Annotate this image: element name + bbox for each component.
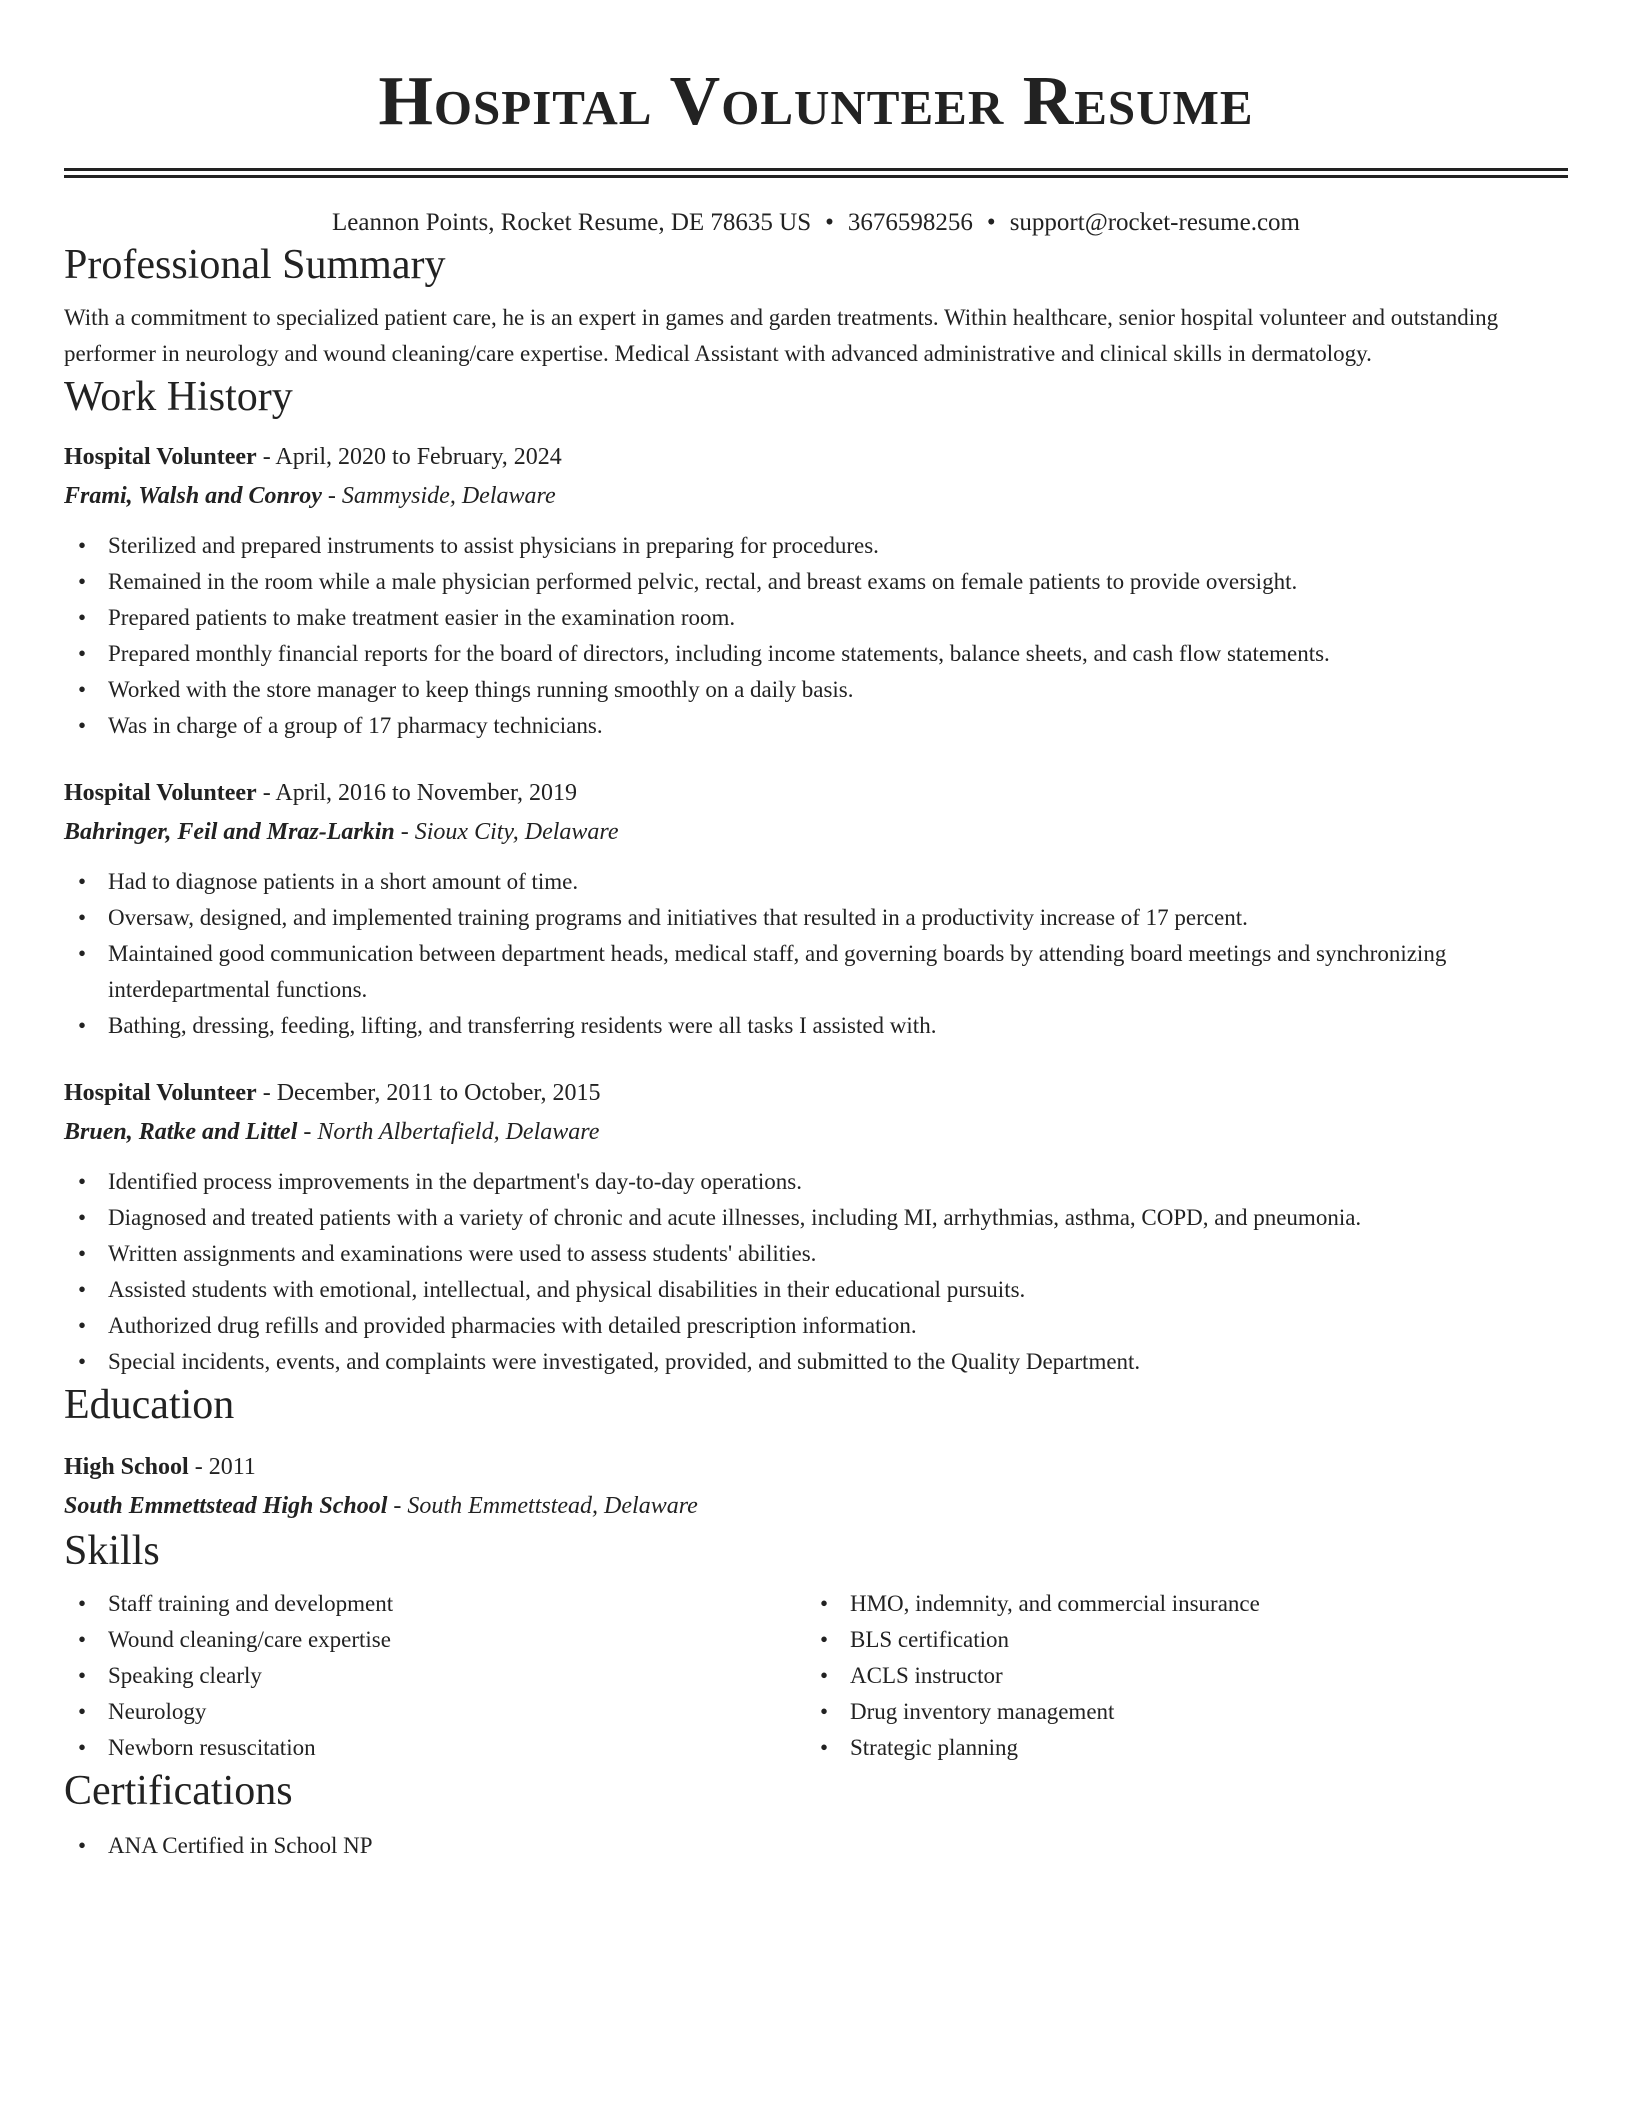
job-bullet: • Maintained good communication between department heads, medical staff, and governing boards by attending board meetings and synchronizing interdepartmental functions.	[64, 936, 1568, 1008]
job-bullet-list	[64, 1164, 1568, 1380]
section-heading-work-history: Work History	[64, 374, 293, 420]
job-bullet: • Prepared monthly financial reports for the board of directors, including income statements, balance sheets, and cash flow statements.	[64, 636, 1568, 672]
job-bullet: • Written assignments and examinations were used to assess students' abilities.	[64, 1236, 1568, 1272]
education-year: - 2011	[188, 1454, 256, 1480]
skill-item: • Newborn resuscitation	[64, 1730, 806, 1766]
skills-list-left	[64, 1586, 806, 1766]
job-bullet: • Had to diagnose patients in a short amount of time.	[64, 864, 1568, 900]
job-bullet: • Oversaw, designed, and implemented training programs and initiatives that resulted in a productivity increase of 17 percent.	[64, 900, 1568, 936]
job-title-line	[64, 438, 1568, 476]
skill-item: • Strategic planning	[806, 1730, 1548, 1766]
job-company: Bruen, Ratke and Littel	[64, 1119, 298, 1145]
page-title: Hospital Volunteer Resume	[378, 63, 1254, 140]
summary-text: With a commitment to specialized patient care, he is an expert in games and garden treatments. Within healthcare, senior hospital volunteer and outstanding performer in neurology and wound cleaning/care expertise. Medical Assistant with advanced administrative and clinical skills in dermatology.	[64, 305, 1499, 366]
skill-item: • Staff training and development	[64, 1586, 806, 1622]
job-title: Hospital Volunteer	[64, 444, 257, 470]
job-company-line	[64, 812, 1568, 852]
job-title-line	[64, 1074, 1568, 1112]
contact-email: support@rocket-resume.com	[1009, 209, 1300, 236]
skill-item: • ACLS instructor	[806, 1658, 1548, 1694]
skill-item: • BLS certification	[806, 1622, 1548, 1658]
skills-list-right	[806, 1586, 1548, 1766]
job-bullet: • Remained in the room while a male physician performed pelvic, rectal, and breast exams on female patients to provide oversight.	[64, 564, 1568, 600]
job-bullet: • Bathing, dressing, feeding, lifting, and transferring residents were all tasks I assisted with.	[64, 1008, 1568, 1044]
job-company: Frami, Walsh and Conroy	[64, 483, 322, 509]
job-bullet-list	[64, 864, 1568, 1044]
job-company-line	[64, 476, 1568, 516]
job-entry	[64, 438, 1568, 744]
section-heading-skills: Skills	[64, 1528, 160, 1574]
skills-columns	[64, 1586, 1568, 1766]
education-degree-line	[64, 1448, 1568, 1486]
resume-content	[64, 0, 1568, 1864]
job-dates: - April, 2016 to November, 2019	[256, 780, 578, 806]
job-location: - Sammyside, Delaware	[321, 483, 556, 509]
job-bullet: • Was in charge of a group of 17 pharmacy technicians.	[64, 708, 1568, 744]
job-title: Hospital Volunteer	[64, 1080, 257, 1106]
section-heading-education: Education	[64, 1382, 235, 1428]
contact-phone: 3676598256	[847, 209, 973, 236]
job-bullet: • Sterilized and prepared instruments to assist physicians in preparing for procedures.	[64, 528, 1568, 564]
skill-item: • Drug inventory management	[806, 1694, 1548, 1730]
certification-item: • ANA Certified in School NP	[64, 1828, 1568, 1864]
section-heading-summary: Professional Summary	[64, 242, 446, 288]
job-title: Hospital Volunteer	[64, 780, 257, 806]
contact-line	[64, 206, 1568, 240]
education-location: - South Emmettstead, Delaware	[387, 1493, 698, 1519]
job-company: Bahringer, Feil and Mraz-Larkin	[64, 819, 395, 845]
job-bullet: • Authorized drug refills and provided pharmacies with detailed prescription information.	[64, 1308, 1568, 1344]
job-bullet-list	[64, 528, 1568, 744]
certifications-list	[64, 1828, 1568, 1864]
job-bullet: • Special incidents, events, and complaints were investigated, provided, and submitted to the Quality Department.	[64, 1344, 1568, 1380]
contact-separator: •	[986, 209, 996, 236]
job-bullet: • Assisted students with emotional, intellectual, and physical disabilities in their educational pursuits.	[64, 1272, 1568, 1308]
job-bullet: • Diagnosed and treated patients with a variety of chronic and acute illnesses, including MI, arrhythmias, asthma, COPD, and pneumonia.	[64, 1200, 1568, 1236]
job-title-line	[64, 774, 1568, 812]
contact-address: Leannon Points, Rocket Resume, DE 78635 US	[332, 209, 812, 236]
skill-item: • Speaking clearly	[64, 1658, 806, 1694]
job-company-line	[64, 1112, 1568, 1152]
skill-item: • Neurology	[64, 1694, 806, 1730]
job-location: - North Albertafield, Delaware	[297, 1119, 600, 1145]
job-bullet: • Worked with the store manager to keep things running smoothly on a daily basis.	[64, 672, 1568, 708]
contact-separator: •	[825, 209, 834, 236]
education-entry	[64, 1448, 1568, 1526]
skill-item: • HMO, indemnity, and commercial insurance	[806, 1586, 1548, 1622]
job-entry	[64, 1074, 1568, 1380]
education-school: South Emmettstead High School	[64, 1493, 388, 1519]
title-double-rule	[64, 168, 1568, 178]
section-heading-certifications: Certifications	[64, 1768, 293, 1814]
education-degree: High School	[64, 1454, 189, 1480]
skill-item: • Wound cleaning/care expertise	[64, 1622, 806, 1658]
job-entry	[64, 774, 1568, 1044]
education-school-line	[64, 1486, 1568, 1526]
job-dates: - April, 2020 to February, 2024	[256, 444, 562, 470]
job-dates: - December, 2011 to October, 2015	[256, 1080, 601, 1106]
job-bullet: • Identified process improvements in the department's day-to-day operations.	[64, 1164, 1568, 1200]
job-bullet: • Prepared patients to make treatment easier in the examination room.	[64, 600, 1568, 636]
job-location: - Sioux City, Delaware	[394, 819, 619, 845]
